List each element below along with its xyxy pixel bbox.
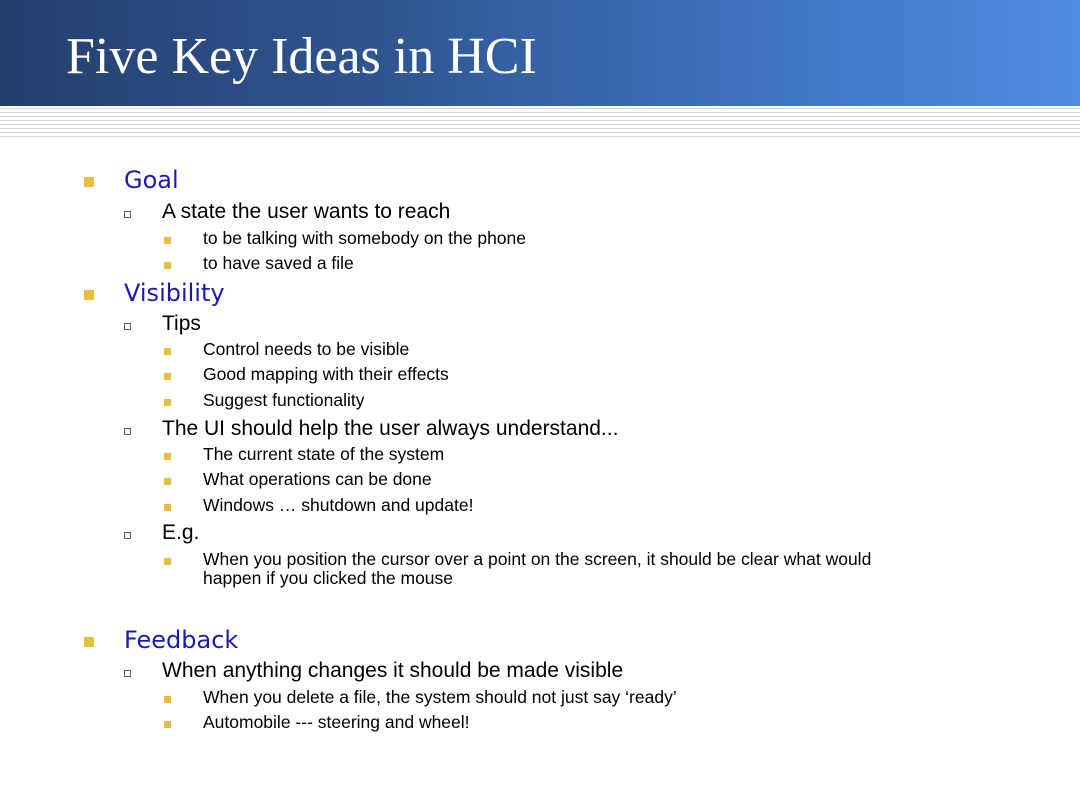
header-stripes [0,108,1080,140]
subitem-text: Windows … shutdown and update! [203,495,474,515]
subitem-text: to have saved a file [203,253,354,273]
subitem-text: When you position the cursor over a point on the screen, it should be clear what would [203,549,872,569]
subitem-text: Suggest functionality [203,390,365,410]
level3-bullet [164,721,171,728]
subitem-text: Automobile --- steering and wheel! [203,712,470,732]
subitem-text-continued: happen if you clicked the mouse [203,568,454,588]
level2-bullet [124,323,131,330]
level3-bullet [164,373,171,380]
subitem-text: Good mapping with their effects [203,364,449,384]
heading-visibility: Visibility [124,279,225,307]
level2-bullet [124,428,131,435]
level3-bullet [164,696,171,703]
level3-bullet [164,478,171,485]
level1-bullet [84,637,94,647]
subitem-text: to be talking with somebody on the phone [203,228,526,248]
subitem-text: When you delete a file, the system should not just say ‘ready’ [203,687,677,707]
level1-bullet [84,290,94,300]
subitem-text: What operations can be done [203,469,432,489]
level3-bullet [164,399,171,406]
item-text: Tips [162,312,201,335]
level3-bullet [164,453,171,460]
subitem-text: The current state of the system [203,444,445,464]
level2-bullet [124,532,131,539]
level3-bullet [164,558,171,565]
title-bar [0,0,1080,106]
level3-bullet [164,504,171,511]
level2-bullet [124,670,131,677]
level2-bullet [124,211,131,218]
item-text: The UI should help the user always understand... [162,417,619,440]
level3-bullet [164,262,171,269]
level3-bullet [164,348,171,355]
heading-goal: Goal [124,166,179,194]
level3-bullet [164,237,171,244]
heading-feedback: Feedback [124,626,239,654]
item-text: A state the user wants to reach [162,200,451,223]
subitem-text: Control needs to be visible [203,339,410,359]
level1-bullet [84,177,94,187]
slide-title: Five Key Ideas in HCI [66,28,537,85]
item-text: E.g. [162,521,200,544]
item-text: When anything changes it should be made visible [162,659,624,682]
